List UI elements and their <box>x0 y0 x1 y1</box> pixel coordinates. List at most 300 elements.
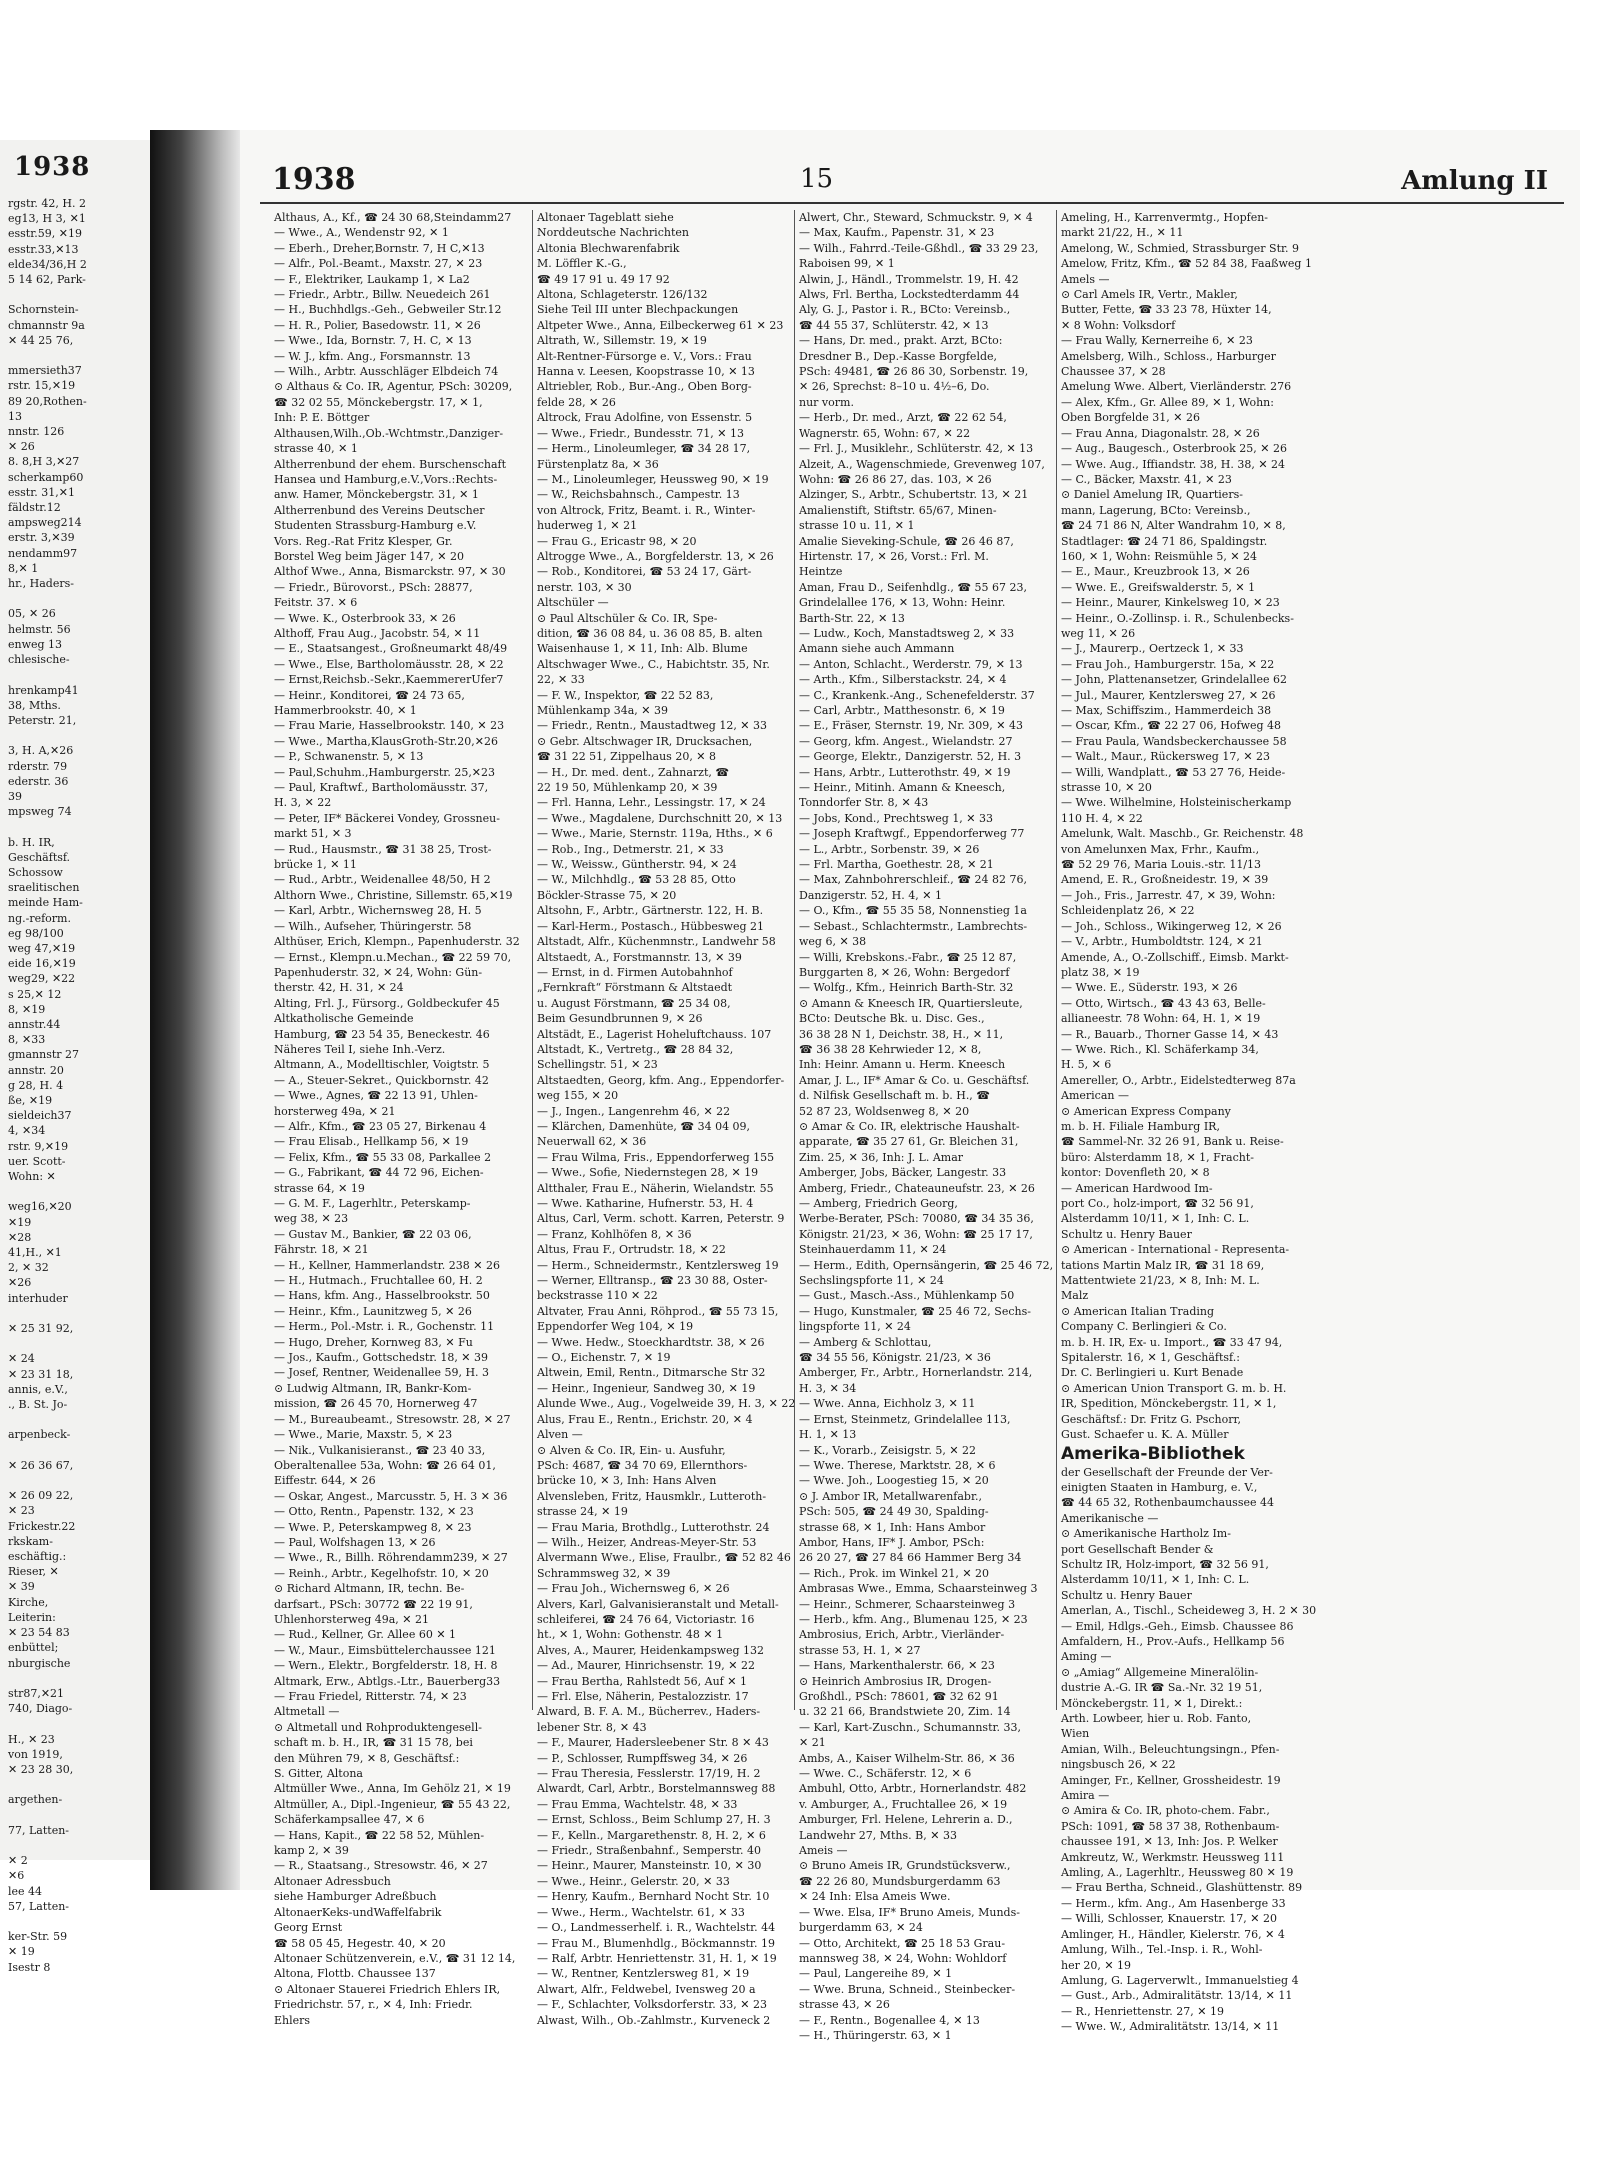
directory-entry-line: d. Nilfisk Gesellschaft m. b. H., ☎ <box>799 1089 991 1103</box>
left-page-fragment: eide 16,✕19 <box>8 957 76 971</box>
directory-entry-line: Mattentwiete 21/23, ✕ 8, Inh: M. L. <box>1061 1274 1260 1288</box>
directory-entry-line: — Wwe., A., Wendenstr 92, ✕ 1 <box>274 226 449 240</box>
directory-entry-line: — Friedr., Rentn., Maustadtweg 12, ✕ 33 <box>537 719 768 733</box>
directory-entry-line: Raboisen 99, ✕ 1 <box>799 257 895 271</box>
directory-entry-line: ⊙ Amira & Co. IR, photo-chem. Fabr., <box>1061 1804 1270 1818</box>
directory-entry-line: Schrammsweg 32, ✕ 39 <box>537 1566 671 1580</box>
directory-entry-line: H. 3, ✕ 34 <box>799 1381 857 1395</box>
left-page-fragment <box>8 1808 148 1823</box>
directory-entry-line: ⊙ American Union Transport G. m. b. H. <box>1061 1381 1287 1395</box>
directory-entry-line: Alwast, Wilh., Ob.-Zahlmstr., Kurveneck 2 <box>537 2013 771 2027</box>
directory-entry-line: nerstr. 103, ✕ 30 <box>537 580 632 594</box>
left-page-fragment: eg13, H 3, ✕1 <box>8 212 86 226</box>
directory-entry-line: Schäferkampsallee 47, ✕ 6 <box>274 1813 425 1827</box>
directory-entry-line: Altrogge Wwe., A., Borgfelderstr. 13, ✕ 26 <box>537 549 774 563</box>
directory-entry-line: — Wwe., Herm., Wachtelstr. 61, ✕ 33 <box>537 1905 745 1919</box>
directory-entry-line: Schultz IR, Holz-import, ☎ 32 56 91, <box>1061 1557 1269 1571</box>
directory-entry-line: Butter, Fette, ☎ 33 23 78, Hüxter 14, <box>1061 303 1272 317</box>
directory-entry-line: nur vorm. <box>799 395 854 409</box>
directory-entry-line: Alzinger, S., Arbtr., Schubertstr. 13, ✕ 21 <box>799 488 1029 502</box>
left-page-fragment: 41,H., ✕1 <box>8 1246 62 1260</box>
directory-entry-line: ningsbusch 26, ✕ 22 <box>1061 1758 1176 1772</box>
directory-entry-line: brücke 10, ✕ 3, Inh: Hans Alven <box>537 1474 717 1488</box>
directory-entry-line: Amelsberg, Wilh., Schloss., Harburger <box>1061 349 1276 363</box>
directory-entry-line: — Klärchen, Damenhüte, ☎ 34 04 09, <box>537 1119 751 1133</box>
left-page-fragment: H., ✕ 23 <box>8 1732 55 1746</box>
left-page-fragment: 3, H. A,✕26 <box>8 744 74 758</box>
directory-entry-line: — Wwe., Heinr., Gelerstr. 20, ✕ 33 <box>537 1874 730 1888</box>
directory-entry-line: — Frau Friedel, Ritterstr. 74, ✕ 23 <box>274 1690 467 1703</box>
left-page-fragment: Kirche, <box>8 1595 49 1609</box>
directory-entry-line: 22 19 50, Mühlenkamp 20, ✕ 39 <box>537 781 718 795</box>
directory-entry-line: felde 28, ✕ 26 <box>537 395 616 409</box>
directory-entry-line: — Wwe. E., Greifswalderstr. 5, ✕ 1 <box>1061 580 1256 594</box>
directory-entry-line: — Arth., Kfm., Silberstackstr. 24, ✕ 4 <box>799 673 1007 687</box>
directory-entry-line: ⊙ „Amiag“ Allgemeine Mineralölin- <box>1061 1665 1259 1679</box>
directory-entry-line: — Ad., Maurer, Hinrichsenstr. 19, ✕ 22 <box>537 1659 755 1673</box>
directory-entry-line: Altschüler — <box>537 596 609 610</box>
directory-entry-line: darfsart., PSch: 30772 ☎ 22 19 91, <box>274 1597 473 1611</box>
directory-entry-line: weg 38, ✕ 23 <box>274 1212 349 1226</box>
directory-entry-line: — Paul, Kraftwf., Bartholomäusstr. 37, <box>274 781 489 795</box>
directory-entry-line: — Wilh., Aufseher, Thüringerstr. 58 <box>274 919 472 933</box>
left-page-fragment: ✕ 25 31 92, <box>8 1322 74 1336</box>
directory-entry-line: Sechslingspforte 11, ✕ 24 <box>799 1274 944 1288</box>
directory-entry-line: Amian, Wilh., Beleuchtungsingn., Pfen- <box>1061 1742 1280 1756</box>
directory-entry-line: — Max, Schiffszim., Hammerdeich 38 <box>1061 704 1272 717</box>
left-page-fragment: Geschäftsf. <box>8 850 71 864</box>
directory-entry-line: Amira — <box>1061 1789 1110 1803</box>
directory-entry-line: Althüser, Erich, Klempn., Papenhuderstr. 32 <box>274 935 520 949</box>
directory-entry-line: — O., Landmesserhelf. i. R., Wachtelstr. 44 <box>537 1921 776 1935</box>
directory-entry-line: Altpeter Wwe., Anna, Eilbeckerweg 61 ✕ 23 <box>537 318 784 332</box>
directory-entry-line: Malz <box>1061 1289 1089 1303</box>
left-page-fragment: 8, ✕19 <box>8 1002 46 1016</box>
left-page-fragment <box>8 1671 148 1686</box>
directory-entry-line: — Heinr., Mitinh. Amann & Kneesch, <box>799 781 1006 795</box>
directory-entry-line: — Rich., Prok. im Winkel 21, ✕ 20 <box>799 1566 990 1580</box>
directory-entry-line: Alus, Frau E., Rentn., Erichstr. 20, ✕ 4 <box>537 1412 753 1426</box>
directory-entry-line: H. 3, ✕ 22 <box>274 796 332 810</box>
left-page-fragment: ampsweg214 <box>8 516 82 530</box>
left-page-fragment: rstr. 9,✕19 <box>8 1139 69 1153</box>
directory-entry-line: Altonaer Adressbuch <box>274 1874 391 1888</box>
directory-entry-line: — Wilh., Fahrrd.-Teile-Gßhdl., ☎ 33 29 23, <box>799 241 1039 255</box>
directory-entry-line: von Altrock, Fritz, Beamt. i. R., Winter- <box>537 503 756 517</box>
directory-entry-line: Geschäftsf.: Dr. Fritz G. Pschorr, <box>1061 1412 1242 1426</box>
directory-entry-line: Alvensleben, Fritz, Hausmklr., Lutteroth- <box>537 1489 767 1503</box>
directory-entry-line: — H., Kellner, Hammerlandstr. 238 ✕ 26 <box>274 1258 500 1272</box>
directory-entry-line: Altriebler, Rob., Bur.-Ang., Oben Borg- <box>537 380 752 394</box>
directory-entry-line: ☎ 52 29 76, Maria Louis.-str. 11/13 <box>1061 858 1262 872</box>
directory-entry-line: Fürstenplatz 8a, ✕ 36 <box>537 457 659 471</box>
directory-entry-line: — Frau Paula, Wandsbeckerchaussee 58 <box>1061 734 1287 748</box>
directory-entry-line: — Karl-Herm., Postasch., Hübbesweg 21 <box>537 919 765 933</box>
directory-entry-line: Siehe Teil III unter Blechpackungen <box>537 303 739 317</box>
left-page-fragment: esstr. 31,✕1 <box>8 485 75 499</box>
directory-entry-line: — P., Schwanenstr. 5, ✕ 13 <box>274 750 424 764</box>
directory-entry-line: Amelow, Fritz, Kfm., ☎ 52 84 38, Faaßweg 1 <box>1061 257 1312 271</box>
directory-entry-line: Alting, Frl. J., Fürsorg., Goldbeckufer 45 <box>274 996 500 1010</box>
directory-entry-line: — Herb., Dr. med., Arzt, ☎ 22 62 54, <box>799 411 1007 425</box>
directory-entry-line: Spitalerstr. 16, ✕ 1, Geschäftsf.: <box>1061 1351 1240 1365</box>
directory-entry-line: — E., Maur., Kreuzbrook 13, ✕ 26 <box>1061 565 1250 579</box>
directory-entry-line: Arth. Lowbeer, hier u. Rob. Fanto, <box>1061 1712 1252 1725</box>
directory-entry-line: — F., Kelln., Margarethenstr. 8, H. 2, ✕ 6 <box>537 1828 766 1842</box>
directory-entry-line: strasse 40, ✕ 1 <box>274 442 358 456</box>
directory-entry-line: — Wwe. P., Peterskampweg 8, ✕ 23 <box>274 1520 472 1534</box>
directory-entry-line: her 20, ✕ 19 <box>1061 1958 1132 1972</box>
directory-entry-line: — Wwe. Anna, Eichholz 3, ✕ 11 <box>799 1397 976 1411</box>
page-header <box>260 160 1564 200</box>
directory-entry-line: Amerikanische — <box>1061 1511 1159 1525</box>
directory-entry-line: 160, ✕ 1, Wohn: Reismühle 5, ✕ 24 <box>1061 549 1258 563</box>
left-page-fragment: ✕ 23 54 83 <box>8 1626 70 1640</box>
directory-entry-line: — W., Maur., Eimsbüttelerchaussee 121 <box>274 1643 496 1657</box>
directory-entry-line: Altonaer Schützenverein, e.V., ☎ 31 12 14, <box>274 1951 516 1965</box>
directory-entry-line: — Gust., Arb., Admiralitätstr. 13/14, ✕ 11 <box>1061 1989 1293 2003</box>
directory-entry-line: Altherrenbund der ehem. Burschenschaft <box>274 457 507 471</box>
directory-entry-line: — Willi, Krebskons.-Fabr., ☎ 25 12 87, <box>799 950 1017 964</box>
directory-entry-line: ⊙ Amerikanische Hartholz Im- <box>1061 1527 1231 1541</box>
directory-entry-line: weg 6, ✕ 38 <box>799 935 867 949</box>
directory-entry-line: — G. M. F., Lagerhltr., Peterskamp- <box>274 1197 471 1210</box>
directory-entry-line: ⊙ Daniel Amelung IR, Quartiers- <box>1061 488 1243 502</box>
directory-entry-line: strasse 53, H. 1, ✕ 27 <box>799 1643 921 1657</box>
directory-entry-line: 22, ✕ 33 <box>537 673 585 687</box>
directory-entry-line: Beim Gesundbrunnen 9, ✕ 26 <box>537 1012 703 1026</box>
directory-entry-line: — Oscar, Kfm., ☎ 22 27 06, Hofweg 48 <box>1061 719 1282 733</box>
directory-entry-line: American — <box>1061 1089 1129 1103</box>
left-page-fragment: elde34/36,H 2 <box>8 257 87 271</box>
left-page-fragment <box>8 1336 148 1351</box>
left-page-fragment: gmannstr 27 <box>8 1048 80 1062</box>
directory-columns <box>270 210 1570 2042</box>
directory-entry-line: lingspforte 11, ✕ 24 <box>799 1320 911 1334</box>
directory-entry-line: — Rob., Konditorei, ☎ 53 24 17, Gärt- <box>537 565 752 579</box>
left-page-fragment: ✕ 26 36 67, <box>8 1458 74 1472</box>
directory-entry-line: Oben Borgfelde 31, ✕ 26 <box>1061 411 1201 425</box>
directory-entry-line: ☎ 22 26 80, Mundsburgerdamm 63 <box>799 1874 1001 1888</box>
directory-entry-line: m. b. H. IR, Ex- u. Import., ☎ 33 47 94, <box>1061 1335 1283 1349</box>
directory-entry-line: Hanna v. Leesen, Koopstrasse 10, ✕ 13 <box>537 365 755 379</box>
left-page-fragment <box>8 1412 148 1427</box>
directory-entry-line: — Georg, kfm. Angest., Wielandstr. 27 <box>799 734 1013 748</box>
left-page-fragment: 05, ✕ 26 <box>8 607 56 621</box>
directory-entry-line: mann, Lagerung, BCto: Vereinsb., <box>1061 503 1251 517</box>
directory-entry-line: Company C. Berlingieri & Co. <box>1061 1320 1227 1334</box>
directory-entry-line: — Ernst., Klempn.u.Mechan., ☎ 22 59 70, <box>274 950 512 964</box>
directory-entry-line: — Paul, Langereihe 89, ✕ 1 <box>799 1967 953 1981</box>
left-page-fragment: ✕ 23 <box>8 1504 35 1518</box>
directory-entry-line: — Wwe., Martha,KlausGroth-Str.20,✕26 <box>274 734 498 748</box>
directory-entry-line: u. 32 21 66, Brandstwiete 20, Zim. 14 <box>799 1705 1011 1719</box>
directory-entry-line: — Wwe. Elsa, IF* Bruno Ameis, Munds- <box>799 1905 1020 1919</box>
left-page-fragment: ✕28 <box>8 1230 32 1244</box>
directory-entry-line: — Ernst, in d. Firmen Autobahnhof <box>537 965 733 979</box>
directory-entry-line: ⊙ Heinrich Ambrosius IR, Drogen- <box>799 1674 992 1688</box>
directory-entry-line: Amelong, W., Schmied, Strassburger Str. 9 <box>1061 241 1300 255</box>
directory-entry-line: — Otto, Wirtsch., ☎ 43 43 63, Belle- <box>1061 996 1266 1010</box>
directory-entry-line: Vors. Reg.-Rat Fritz Klesper, Gr. <box>274 534 453 548</box>
directory-entry-line: — Ernst, Steinmetz, Grindelallee 113, <box>799 1412 1011 1426</box>
directory-entry-line: — Felix, Kfm., ☎ 55 33 08, Parkallee 2 <box>274 1150 492 1164</box>
directory-entry-line: Studenten Strassburg-Hamburg e.V. <box>274 519 477 533</box>
directory-entry-line: — Hans, Arbtr., Lutterothstr. 49, ✕ 19 <box>799 765 1011 779</box>
directory-entry-line: Altrath, W., Sillemstr. 19, ✕ 19 <box>537 334 707 348</box>
left-page-fragment: annstr. 20 <box>8 1063 64 1077</box>
left-page-fragment: Peterstr. 21, <box>8 713 77 727</box>
directory-entry-line: — Hugo, Dreher, Kornweg 83, ✕ Fu <box>274 1335 473 1349</box>
left-facing-page <box>0 140 156 1974</box>
directory-entry-line: Schleidenplatz 26, ✕ 22 <box>1061 904 1195 918</box>
directory-entry-line: — Herm., Linoleumleger, ☎ 34 28 17, <box>537 442 751 456</box>
left-page-fragment: argethen- <box>8 1793 63 1807</box>
directory-entry-line: — Rud., Kellner, Gr. Allee 60 ✕ 1 <box>274 1628 457 1642</box>
left-page-fragment: Frickestr.22 <box>8 1519 76 1533</box>
directory-entry-line: apparate, ☎ 35 27 61, Gr. Bleichen 31, <box>799 1135 1019 1149</box>
left-page-fragment: ng.-reform. <box>8 911 71 925</box>
directory-entry-line: Danzigerstr. 52, H. 4, ✕ 1 <box>799 888 942 902</box>
directory-entry-line: — R., Henriettenstr. 27, ✕ 19 <box>1061 2004 1224 2018</box>
directory-entry-line: brücke 1, ✕ 11 <box>274 858 357 872</box>
directory-entry-line: — Jobs, Kond., Prechtsweg 1, ✕ 33 <box>799 811 994 825</box>
directory-entry-line: ☎ 44 55 37, Schlüterstr. 42, ✕ 13 <box>799 318 989 332</box>
left-page-fragment: scherkamp60 <box>8 470 84 484</box>
directory-entry-line: — M., Linoleumleger, Heussweg 90, ✕ 19 <box>537 472 769 486</box>
directory-entry-line: Alvers, Karl, Galvanisieranstalt und Metall- <box>537 1597 779 1611</box>
directory-entry-line: Amende, A., O.-Zollschiff., Eimsb. Markt- <box>1061 950 1289 964</box>
directory-entry-line: — Frl. J., Musiklehr., Schlüterstr. 42, ✕ 13 <box>799 442 1034 456</box>
directory-entry-line: — American Hardwood Im- <box>1061 1181 1213 1195</box>
directory-entry-line: — Herm., Pol.-Mstr. i. R., Gochenstr. 11 <box>274 1320 495 1334</box>
left-page-fragment: weg 47,✕19 <box>8 941 76 955</box>
directory-entry-line: ☎ 49 17 91 u. 49 17 92 <box>537 272 670 286</box>
directory-entry-line: ⊙ Gebr. Altschwager IR, Drucksachen, <box>537 734 753 748</box>
directory-entry-line: Ambor, Hans, IF* J. Ambor, PSch: <box>799 1535 985 1549</box>
directory-entry-line: Aman, Frau D., Seifenhdlg., ☎ 55 67 23, <box>799 580 1028 594</box>
directory-entry-line: — Wwe., Agnes, ☎ 22 13 91, Uhlen- <box>274 1089 478 1103</box>
left-page-fragment: ✕ 26 09 22, <box>8 1489 74 1503</box>
running-head: Amlung II <box>1401 166 1548 196</box>
directory-entry-line: kontor: Dovenfleth 20, ✕ 8 <box>1061 1166 1210 1180</box>
directory-entry-line: Ehlers <box>274 2013 311 2027</box>
directory-entry-line: — Heinr., O.-Zollinsp. i. R., Schulenbecks- <box>1061 611 1294 625</box>
directory-entry-line: — Willi, Schlosser, Knauerstr. 17, ✕ 20 <box>1061 1912 1277 1926</box>
directory-entry-line: — Wwe., Marie, Maxstr. 5, ✕ 23 <box>274 1428 453 1442</box>
directory-entry-line: H. 5, ✕ 6 <box>1061 1058 1112 1072</box>
left-page-fragment: Schornstein- <box>8 303 79 317</box>
directory-entry-line: Burggarten 8, ✕ 26, Wohn: Bergedorf <box>799 965 1010 979</box>
left-page-fragment: weg16,✕20 <box>8 1200 72 1214</box>
directory-entry-line: Alws, Frl. Bertha, Lockstedterdamm 44 <box>799 288 1020 302</box>
directory-entry-line: — G., Fabrikant, ☎ 44 72 96, Eichen- <box>274 1166 484 1180</box>
directory-entry-line: — Joh., Fris., Jarrestr. 47, ✕ 39, Wohn: <box>1061 888 1276 902</box>
directory-entry-line: ⊙ Bruno Ameis IR, Grundstücksverw., <box>799 1859 1011 1873</box>
directory-entry-line: v. Amburger, A., Fruchtallee 26, ✕ 19 <box>799 1797 1008 1811</box>
left-page-fragment: 13 <box>8 409 22 423</box>
directory-entry-line: therstr. 42, H. 31, ✕ 24 <box>274 981 404 995</box>
left-page-fragment: uer. Scott- <box>8 1154 66 1168</box>
left-page-fragment: 8. 8,H 3,✕27 <box>8 455 80 469</box>
directory-entry-line: strasse 68, ✕ 1, Inh: Hans Ambor <box>799 1520 986 1534</box>
left-page-fragment: Wohn: ✕ <box>8 1170 56 1183</box>
directory-entry-line: kamp 2, ✕ 39 <box>274 1844 349 1858</box>
left-page-fragment: helmstr. 56 <box>8 622 71 636</box>
directory-entry-line: Alves, A., Maurer, Heidenkampsweg 132 <box>537 1643 765 1657</box>
directory-entry-line: ☎ 34 55 56, Königstr. 21/23, ✕ 36 <box>799 1351 991 1365</box>
directory-entry-line: port Co., holz-import, ☎ 32 56 91, <box>1061 1197 1254 1210</box>
left-page-fragment: annis, e.V., <box>8 1382 68 1396</box>
directory-entry-line: strasse 64, ✕ 19 <box>274 1181 365 1195</box>
directory-entry-line: — Wwe. Therese, Marktstr. 28, ✕ 6 <box>799 1458 996 1472</box>
directory-entry-line: AltonaerKeks-undWaffelfabrik <box>274 1905 442 1919</box>
directory-entry-line: Amar, J. L., IF* Amar & Co. u. Geschäftsf. <box>799 1073 1030 1087</box>
directory-entry-line: Amkreutz, W., Werkmstr. Heussweg 111 <box>1061 1850 1285 1864</box>
directory-entry-line: — Hans, Kapit., ☎ 22 58 52, Mühlen- <box>274 1828 485 1842</box>
directory-entry-line: — Max, Kaufm., Papenstr. 31, ✕ 23 <box>799 226 995 240</box>
directory-entry-line: — Frau Theresia, Fesslerstr. 17/19, H. 2 <box>537 1767 761 1781</box>
directory-entry-line: Amereller, O., Arbtr., Eidelstedterweg 87a <box>1061 1073 1296 1087</box>
left-page-fragment: ✕ 26 <box>8 440 35 454</box>
left-page-fragment: ker-Str. 59 <box>8 1930 68 1944</box>
left-page-fragment: nendamm97 <box>8 546 78 560</box>
left-page-fragment: enweg 13 <box>8 637 63 651</box>
directory-entry-line: ⊙ Amann & Kneesch IR, Quartiersleute, <box>799 996 1023 1010</box>
directory-entry-line: Steinhauerdamm 11, ✕ 24 <box>799 1243 947 1257</box>
directory-entry-line: — Walt., Maur., Rückersweg 17, ✕ 23 <box>1061 750 1271 764</box>
directory-entry-line: Uhlenhorsterweg 49a, ✕ 21 <box>274 1612 429 1626</box>
left-page-fragment <box>8 348 148 363</box>
directory-entry-line: Altus, Carl, Verm. schott. Karren, Peterstr. 9 <box>537 1212 785 1226</box>
directory-entry-line: — Frl. Hanna, Lehr., Lessingstr. 17, ✕ 24 <box>537 796 766 810</box>
directory-entry-line: den Mühren 79, ✕ 8, Geschäftsf.: <box>274 1751 460 1765</box>
directory-entry-line: — Jos., Kaufm., Gottschedstr. 18, ✕ 39 <box>274 1351 489 1365</box>
directory-entry-line: — Ernst,Reichsb.-Sekr.,KaemmererUfer7 <box>274 673 504 687</box>
directory-entry-line: Amalie Sieveking-Schule, ☎ 26 46 87, <box>799 534 1014 548</box>
directory-entry-line: Amberger, Jobs, Bäcker, Langestr. 33 <box>799 1166 1007 1180</box>
left-page-fragment <box>8 1473 148 1488</box>
directory-entry-line: — C., Bäcker, Maxstr. 41, ✕ 23 <box>1061 472 1232 486</box>
directory-entry-line: Hirtenstr. 17, ✕ 26, Vorst.: Frl. M. <box>799 549 989 563</box>
left-page-fragment: arpenbeck- <box>8 1428 71 1442</box>
directory-entry-line: — Herb., kfm. Ang., Blumenau 125, ✕ 23 <box>799 1612 1028 1626</box>
directory-entry-line: schaft m. b. H., IR, ☎ 31 15 78, bei <box>274 1736 473 1750</box>
directory-entry-line: ✕ 26, Sprechst: 8–10 u. 4½–6, Do. <box>799 380 990 394</box>
directory-entry-line: Altrock, Frau Adolfine, von Essenstr. 5 <box>537 411 753 425</box>
directory-entry-line: — Max, Zahnbohrerschleif., ☎ 24 82 76, <box>799 873 1027 887</box>
directory-entry-line: Böckler-Strasse 75, ✕ 20 <box>537 888 677 902</box>
directory-entry-line: — Frau G., Ericastr 98, ✕ 20 <box>537 534 697 548</box>
left-page-fragment: 57, Latten- <box>8 1899 70 1913</box>
directory-entry-line: — Wwe., Else, Bartholomäusstr. 28, ✕ 22 <box>274 657 504 671</box>
directory-entry-line: — Alfr., Pol.-Beamt., Maxstr. 27, ✕ 23 <box>274 257 483 271</box>
directory-entry-line: — Hans, kfm. Ang., Hasselbrookstr. 50 <box>274 1289 490 1303</box>
directory-entry-line: Landwehr 27, Mths. B, ✕ 33 <box>799 1828 957 1842</box>
directory-entry-line: — Rob., Ing., Detmerstr. 21, ✕ 33 <box>537 842 724 856</box>
directory-entry-line: — Wwe., Marie, Sternstr. 119a, Hths., ✕ 6 <box>537 827 773 841</box>
directory-entry-line: lebener Str. 8, ✕ 43 <box>537 1720 647 1734</box>
left-page-fragment: esstr.59, ✕19 <box>8 227 82 241</box>
directory-entry-line: — Wwe. Katharine, Hufnerstr. 53, H. 4 <box>537 1197 754 1210</box>
directory-entry-line: m. b. H. Filiale Hamburg IR, <box>1061 1119 1220 1133</box>
directory-entry-line: Altkatholische Gemeinde <box>274 1012 414 1026</box>
directory-entry-line: ✕ 8 Wohn: Volksdorf <box>1061 318 1176 332</box>
directory-entry-line: Alward, B. F. A. M., Bücherrev., Haders- <box>537 1705 761 1719</box>
directory-entry-line: Amling, A., Lagerhltr., Heussweg 80 ✕ 19 <box>1061 1866 1294 1880</box>
directory-entry-line: Altthaler, Frau E., Näherin, Wielandstr. 55 <box>537 1181 774 1195</box>
left-page-fragment: b. H. IR, <box>8 835 55 849</box>
directory-entry-line: — Peter, IF* Bäckerei Vondey, Grossneu- <box>274 811 500 825</box>
directory-entry-line: — R., Bauarb., Thorner Gasse 14, ✕ 43 <box>1061 1027 1279 1041</box>
left-page-fragment: 4, ✕34 <box>8 1124 46 1138</box>
directory-entry-line: Amerlan, A., Tischl., Scheideweg 3, H. 2 ✕ 30 <box>1061 1604 1317 1618</box>
directory-entry-line: — Frau M., Blumenhdlg., Böckmannstr. 19 <box>537 1936 775 1950</box>
left-page-fragment: mpsweg 74 <box>8 805 72 819</box>
directory-entry-line: Amberg, Friedr., Chateauneufstr. 23, ✕ 26 <box>799 1181 1035 1195</box>
directory-entry-line: Ameling, H., Karrenvermtg., Hopfen- <box>1061 211 1269 224</box>
directory-entry-line: horsterweg 49a, ✕ 21 <box>274 1104 396 1118</box>
directory-entry-line: Schultz u. Henry Bauer <box>1061 1588 1192 1602</box>
left-page-fragment: lee 44 <box>8 1884 43 1898</box>
directory-entry-line: — Wwe., Ida, Bornstr. 7, H. C, ✕ 13 <box>274 334 472 348</box>
directory-entry-line: — W., Rentner, Kentzlersweg 81, ✕ 19 <box>537 1967 750 1981</box>
left-page-fragments <box>8 196 148 1975</box>
directory-entry-line: — Nik., Vulkanisieranst., ☎ 23 40 33, <box>274 1443 486 1457</box>
directory-entry-line: Amalienstift, Stiftstr. 65/67, Minen- <box>799 503 997 517</box>
directory-entry-line: ☎ 44 65 32, Rothenbaumchaussee 44 <box>1061 1496 1274 1510</box>
directory-entry-line: — Werner, Elltransp., ☎ 23 30 88, Oster- <box>537 1274 768 1288</box>
directory-entry-line: — Ralf, Arbtr. Henriettenstr. 31, H. 1, ✕ 19 <box>537 1951 777 1965</box>
directory-entry-line: — Otto, Rentn., Papenstr. 132, ✕ 23 <box>274 1505 474 1519</box>
directory-entry-line: Altonaer Tageblatt siehe <box>537 211 674 224</box>
left-page-fragment <box>8 667 148 682</box>
directory-entry-line: — Ludw., Koch, Manstadtsweg 2, ✕ 33 <box>799 626 1015 640</box>
directory-entry-line: ⊙ Richard Altmann, IR, techn. Be- <box>274 1582 465 1596</box>
left-page-fragment: Leiterin: <box>8 1610 56 1624</box>
directory-entry-line: — Frau Wally, Kernerreihe 6, ✕ 23 <box>1061 334 1253 348</box>
directory-entry-line: Friedrichstr. 57, r., ✕ 4, Inh: Friedr. <box>274 1998 473 2012</box>
directory-entry-line: — Paul,Schuhm.,Hamburgerstr. 25,✕23 <box>274 765 496 779</box>
directory-entry-line: Eiffestr. 644, ✕ 26 <box>274 1474 376 1488</box>
directory-entry-line: ⊙ Ludwig Altmann, IR, Bankr-Kom- <box>274 1381 472 1395</box>
directory-entry-line: — Wwe. E., Süderstr. 193, ✕ 26 <box>1061 981 1238 995</box>
directory-entry-line: Amelung Wwe. Albert, Vierländerstr. 276 <box>1061 380 1292 394</box>
directory-entry-line: Grindelallee 176, ✕ 13, Wohn: Heinr. <box>799 596 1006 610</box>
left-page-fragment: chlesische- <box>8 653 70 667</box>
directory-entry-line: Aminger, Fr., Kellner, Grossheidestr. 19 <box>1061 1773 1281 1787</box>
directory-entry-line: weg 11, ✕ 26 <box>1061 626 1136 640</box>
directory-entry-line: M. Löffler K.-G., <box>537 257 627 271</box>
directory-entry-line: strasse 10, ✕ 20 <box>1061 781 1152 795</box>
left-page-fragment: interhuder <box>8 1291 68 1305</box>
directory-entry-line: — F. W., Inspektor, ☎ 22 52 83, <box>537 688 714 702</box>
directory-entry-line: Alwert, Chr., Steward, Schmuckstr. 9, ✕ 4 <box>799 211 1033 224</box>
directory-entry-line: — Heinr., Konditorei, ☎ 24 73 65, <box>274 688 465 702</box>
directory-entry-line: — Heinr., Ingenieur, Sandweg 30, ✕ 19 <box>537 1381 756 1395</box>
directory-entry-line: — Herm., Edith, Opernsängerin, ☎ 25 46 72, <box>799 1258 1054 1272</box>
directory-entry-line: — P., Schlosser, Rumpffsweg 34, ✕ 26 <box>537 1751 748 1765</box>
directory-entry-line: — Amberg & Schlottau, <box>799 1335 932 1349</box>
directory-entry-line: — Wwe. Aug., Iffiandstr. 38, H. 38, ✕ 24 <box>1061 457 1286 471</box>
left-page-fragment: 2, ✕ 32 <box>8 1261 49 1275</box>
directory-entry-line: ✕ 24 Inh: Elsa Ameis Wwe. <box>799 1890 951 1904</box>
directory-entry-line: — John, Plattenansetzer, Grindelallee 62 <box>1061 673 1287 687</box>
left-page-fragment: nnstr. 126 <box>8 425 65 439</box>
directory-entry-line: Amberger, Fr., Arbtr., Hornerlandstr. 214, <box>799 1366 1033 1380</box>
directory-entry-line: strasse 43, ✕ 26 <box>799 1998 890 2012</box>
directory-entry-line: Oberaltenallee 53a, Wohn: ☎ 26 64 01, <box>274 1458 496 1472</box>
